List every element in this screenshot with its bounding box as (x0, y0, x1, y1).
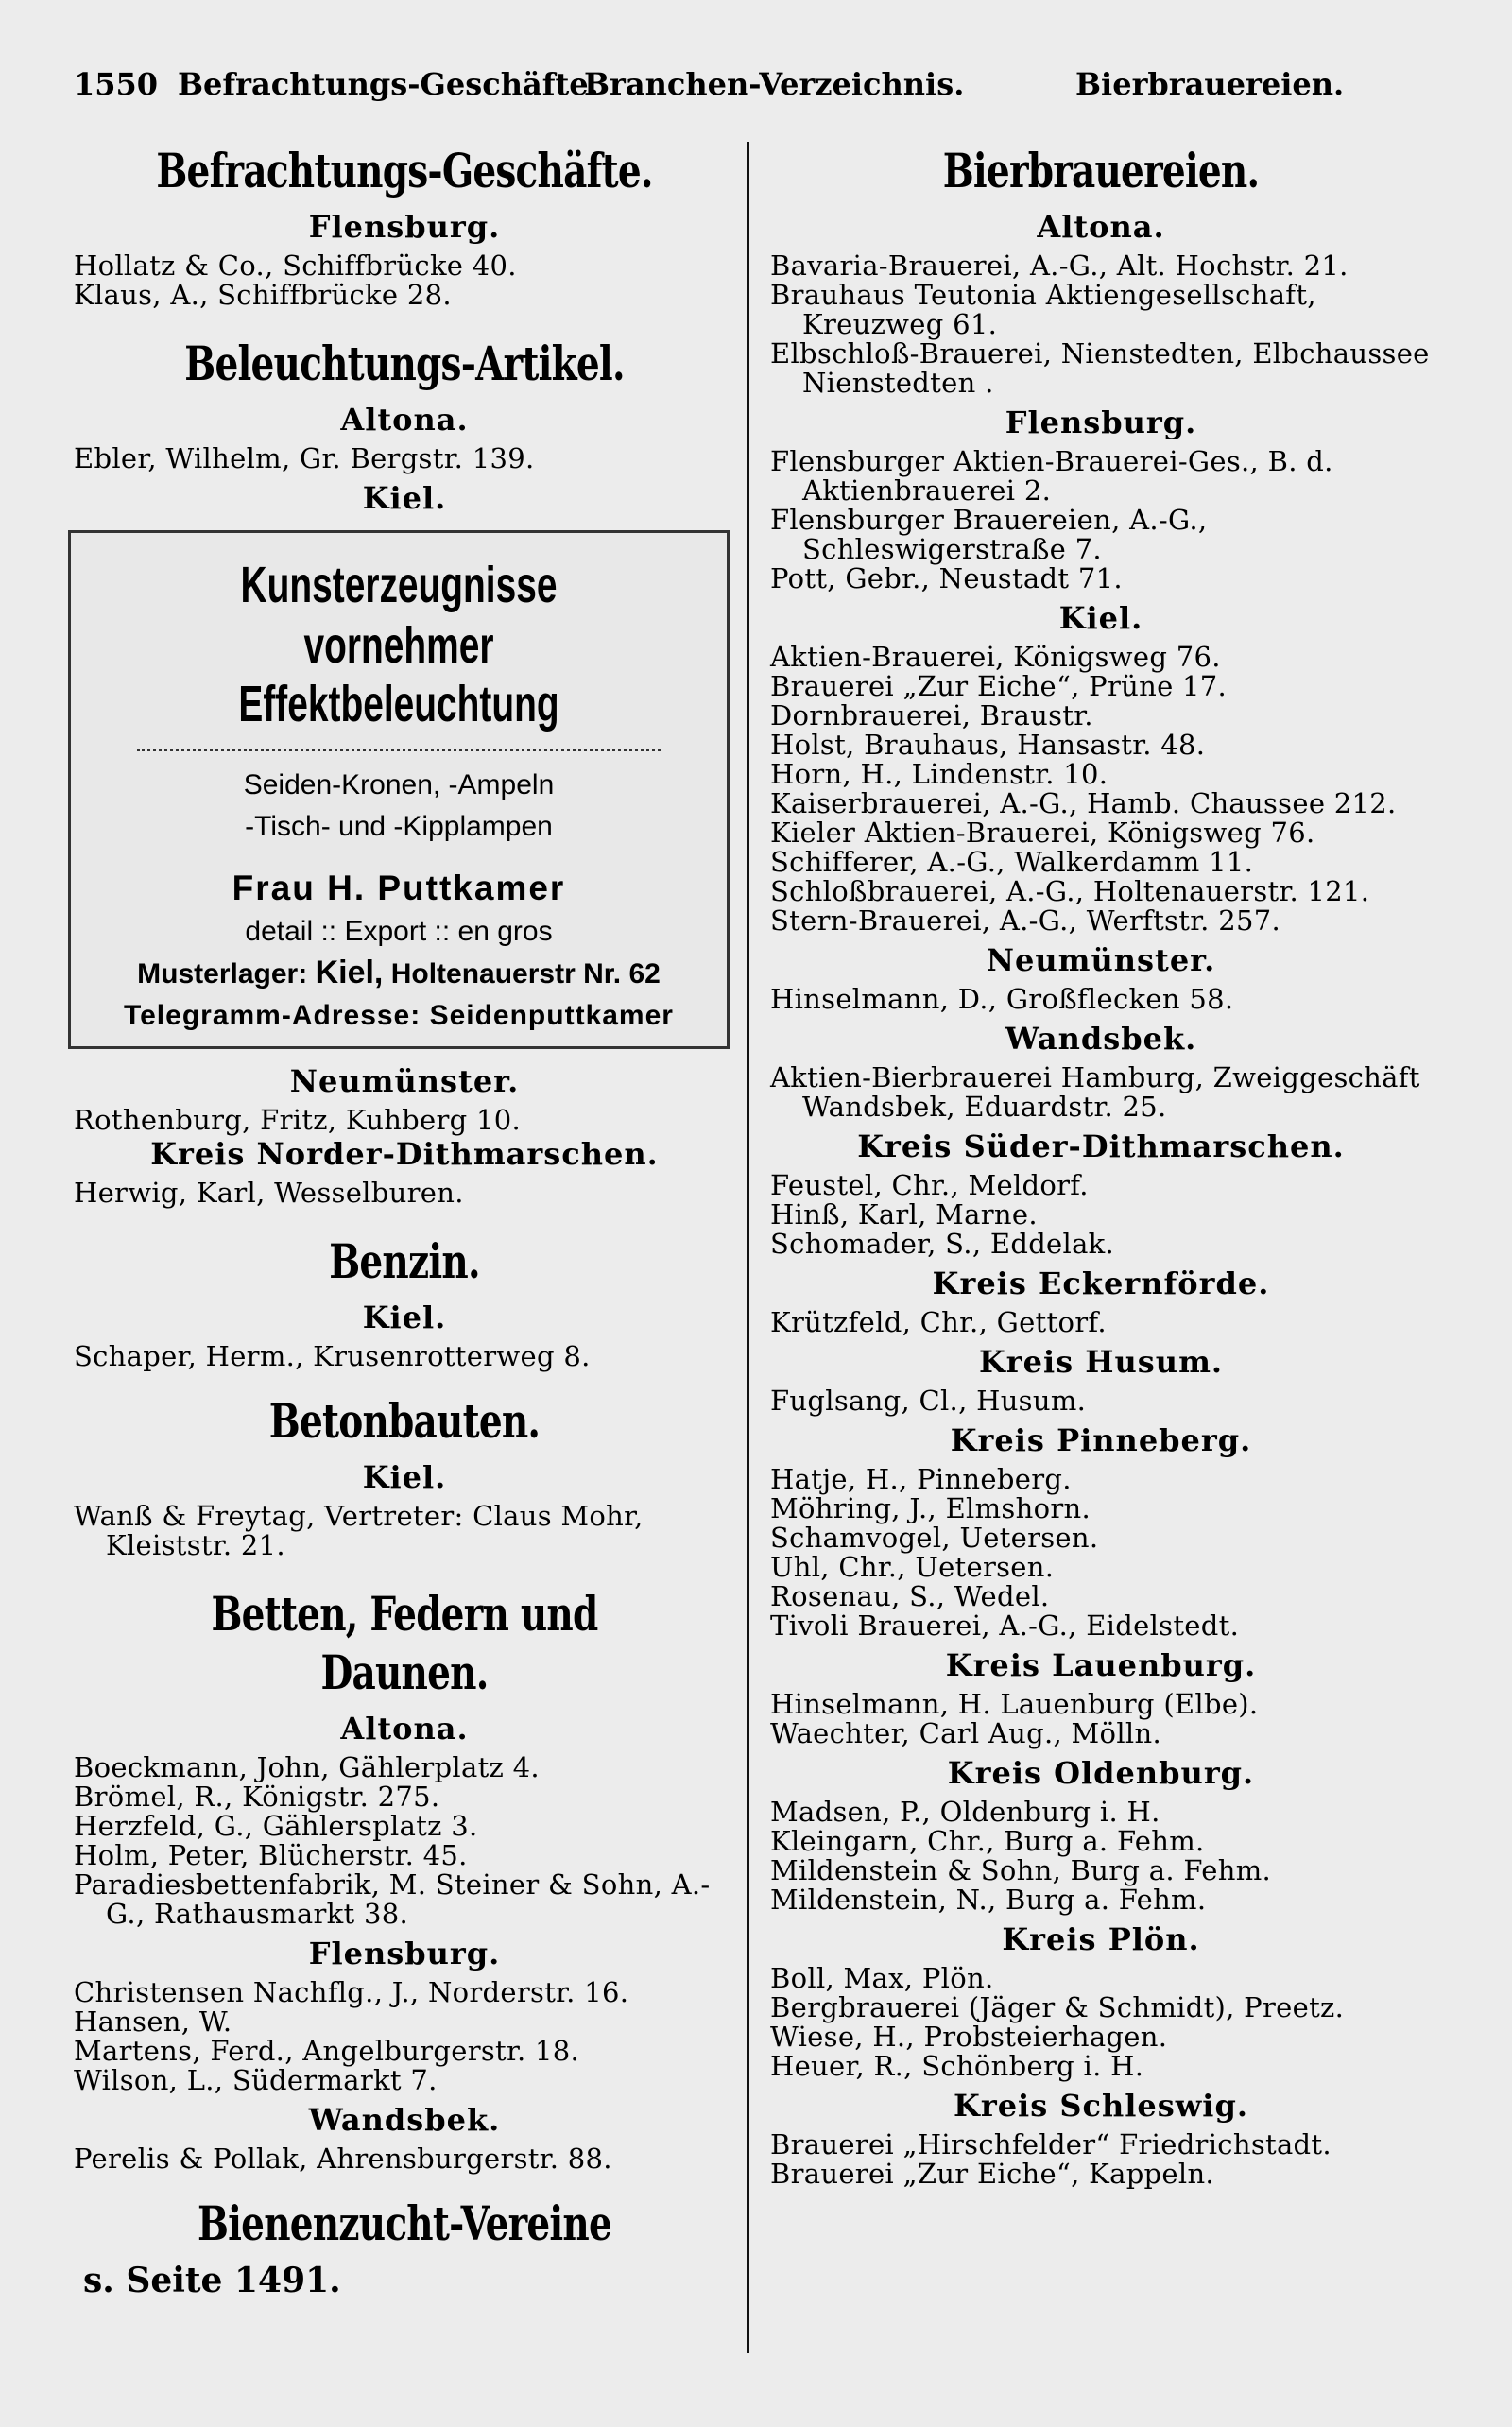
list-entry: Holst, Brauhaus, Hansastr. 48. (770, 729, 1206, 761)
right-column (770, 132, 1432, 2189)
list-entry: Boll, Max, Plön. (770, 1962, 994, 1994)
place-heading: Flensburg. (308, 209, 501, 245)
list-entry: Waechter, Carl Aug., Mölln. (770, 1717, 1161, 1749)
list-entry: Möhring, J., Elmshorn. (770, 1492, 1091, 1524)
ad-address-street: Holtenauerstr Nr. 62 (390, 958, 661, 990)
place-heading: Altona. (340, 1711, 469, 1747)
ad-product-line: -Tisch- und -Kipplampen (245, 811, 553, 842)
section-title: Benzin. (329, 1233, 480, 1289)
place-heading: Kiel. (362, 480, 447, 516)
list-entry: Hatje, H., Pinneberg. (770, 1463, 1072, 1495)
advertisement-box (68, 530, 730, 1049)
section-title: Bienenzucht-Vereine (197, 2195, 612, 2251)
ad-sales-line: detail :: Export :: en gros (245, 916, 553, 947)
list-entry: Perelis & Pollak, Ahrensburgerstr. 88. (74, 2143, 612, 2175)
list-entry: Rothenburg, Fritz, Kuhberg 10. (74, 1104, 522, 1136)
place-heading: Neumünster. (986, 942, 1216, 978)
ad-headline: vornehmer Effektbeleuchtung (238, 617, 559, 732)
list-entry: Boeckmann, John, Gählerplatz 4. (74, 1751, 540, 1783)
list-entry: Holm, Peter, Blücherstr. 45. (74, 1839, 468, 1871)
list-entry: Martens, Ferd., Angelburgerstr. 18. (74, 2035, 580, 2067)
place-heading: Altona. (340, 402, 469, 438)
place-heading: Wandsbek. (308, 2102, 501, 2138)
list-entry: Aktien-Brauerei, Königsweg 76. (770, 641, 1221, 673)
section-title: Befrachtungs-Geschäfte. (156, 143, 653, 198)
cross-reference: s. Seite 1491. (83, 2261, 341, 2300)
list-entry: Hollatz & Co., Schiffbrücke 40. (74, 250, 517, 282)
list-entry: Madsen, P., Oldenburg i. H. (770, 1796, 1160, 1828)
ad-product-line: Seiden-Kronen, -Ampeln (243, 769, 555, 800)
list-entry: Krützfeld, Chr., Gettorf. (770, 1306, 1107, 1338)
place-heading: Kreis Lauenburg. (945, 1647, 1257, 1683)
list-entry: Hinß, Karl, Marne. (770, 1198, 1038, 1231)
list-entry: Mildenstein & Sohn, Burg a. Fehm. (770, 1854, 1272, 1886)
section-title: Beleuchtungs-Artikel. (184, 336, 625, 391)
list-entry: Elbschloß-Brauerei, Nienstedten, Elbchaussee Nienstedten . (770, 337, 1430, 399)
list-entry: Kleingarn, Chr., Burg a. Fehm. (770, 1825, 1205, 1857)
page-number: 1550 (74, 66, 159, 102)
list-entry: Brauerei „Zur Eiche“, Prüne 17. (770, 670, 1228, 702)
list-entry: Schifferer, A.-G., Walkerdamm 11. (770, 846, 1254, 878)
place-heading: Kreis Oldenburg. (947, 1755, 1255, 1791)
place-heading: Kiel. (1058, 600, 1143, 636)
list-entry: Flensburger Brauereien, A.-G., Schleswigerstraße 7. (770, 504, 1208, 565)
list-entry: Kieler Aktien-Brauerei, Königsweg 76. (770, 817, 1315, 849)
place-heading: Kreis Husum. (978, 1344, 1224, 1380)
list-entry: Hinselmann, H. Lauenburg (Elbe). (770, 1688, 1259, 1720)
header-center-title: Branchen-Verzeichnis. (584, 66, 965, 102)
ad-company-name: Frau H. Puttkamer (232, 869, 566, 907)
place-heading: Kreis Norder-Dithmarschen. (150, 1136, 659, 1172)
list-entry: Schaper, Herm., Krusenrotterweg 8. (74, 1340, 591, 1372)
list-entry: Schamvogel, Uetersen. (770, 1522, 1099, 1554)
list-entry: Mildenstein, N., Burg a. Fehm. (770, 1884, 1207, 1916)
list-entry: Brauhaus Teutonia Aktiengesellschaft, Kreuzweg 61. (770, 279, 1316, 340)
list-entry: Kaiserbrauerei, A.-G., Hamb. Chaussee 212. (770, 787, 1397, 819)
ad-address-city: Kiel, (315, 955, 384, 990)
place-heading: Altona. (1037, 209, 1165, 245)
running-header (74, 66, 1345, 123)
left-column (74, 132, 735, 2300)
list-entry: Wilson, L., Südermarkt 7. (74, 2064, 438, 2096)
list-entry: Dornbrauerei, Braustr. (770, 699, 1093, 732)
place-heading: Kreis Süder-Dithmarschen. (857, 1128, 1345, 1164)
list-entry: Schomader, S., Eddelak. (770, 1228, 1115, 1260)
list-entry: Feustel, Chr., Meldorf. (770, 1169, 1089, 1201)
list-entry: Fuglsang, Cl., Husum. (770, 1385, 1087, 1417)
list-entry: Rosenau, S., Wedel. (770, 1580, 1050, 1612)
section-title: Betonbauten. (268, 1393, 541, 1449)
section-title: Bierbrauereien. (942, 143, 1260, 198)
header-left-title: Befrachtungs-Geschäfte. (178, 66, 599, 102)
list-entry: Bergbrauerei (Jäger & Schmidt), Preetz. (770, 1991, 1345, 2023)
list-entry: Paradiesbettenfabrik, M. Steiner & Sohn, A.-G., Rathausmarkt 38. (74, 1868, 711, 1930)
list-entry: Hinselmann, D., Großflecken 58. (770, 983, 1234, 1015)
list-entry: Brömel, R., Königstr. 275. (74, 1781, 440, 1813)
column-divider (747, 142, 749, 2353)
list-entry: Wiese, H., Probsteierhagen. (770, 2021, 1168, 2053)
ad-address-label: Musterlager: (137, 958, 308, 990)
place-heading: Kiel. (362, 1459, 447, 1495)
list-entry: Klaus, A., Schiffbrücke 28. (74, 279, 452, 311)
list-entry: Pott, Gebr., Neustadt 71. (770, 562, 1123, 594)
ad-telegram-line: Telegramm-Adresse: Seidenputtkamer (124, 1000, 674, 1031)
list-entry: Schloßbrauerei, A.-G., Holtenauerstr. 121. (770, 875, 1370, 907)
list-entry: Herzfeld, G., Gählersplatz 3. (74, 1810, 478, 1842)
list-entry: Heuer, R., Schönberg i. H. (770, 2050, 1144, 2082)
ad-address-line (80, 952, 717, 995)
list-entry: Uhl, Chr., Uetersen. (770, 1551, 1055, 1583)
list-entry: Stern-Brauerei, A.-G., Werftstr. 257. (770, 904, 1280, 937)
list-entry: Hansen, W. (74, 2005, 232, 2038)
place-heading: Flensburg. (308, 1936, 501, 1971)
list-entry: Bavaria-Brauerei, A.-G., Alt. Hochstr. 21. (770, 250, 1349, 282)
section-title: Betten, Federn und Daunen. (211, 1586, 598, 1700)
place-heading: Kreis Pinneberg. (950, 1422, 1252, 1458)
place-heading: Kiel. (362, 1300, 447, 1335)
list-entry: Flensburger Aktien-Brauerei-Ges., B. d. Aktienbrauerei 2. (770, 445, 1333, 507)
list-entry: Horn, H., Lindenstr. 10. (770, 758, 1108, 790)
place-heading: Wandsbek. (1005, 1021, 1197, 1057)
ad-divider (137, 749, 661, 755)
place-heading: Kreis Plön. (1002, 1921, 1200, 1957)
place-heading: Kreis Eckernförde. (932, 1265, 1270, 1301)
ad-headline: Kunsterzeugnisse (240, 557, 558, 613)
list-entry: Brauerei „Zur Eiche“, Kappeln. (770, 2158, 1214, 2190)
place-heading: Flensburg. (1005, 404, 1197, 440)
list-entry: Ebler, Wilhelm, Gr. Bergstr. 139. (74, 442, 535, 474)
list-entry: Christensen Nachflg., J., Norderstr. 16. (74, 1976, 629, 2008)
header-right-title: Bierbrauereien. (1075, 66, 1345, 102)
list-entry: Tivoli Brauerei, A.-G., Eidelstedt. (770, 1609, 1240, 1642)
place-heading: Neumünster. (289, 1063, 520, 1099)
list-entry: Aktien-Bierbrauerei Hamburg, Zweiggeschäft Wandsbek, Eduardstr. 25. (770, 1061, 1420, 1123)
list-entry: Wanß & Freytag, Vertreter: Claus Mohr, Kleiststr. 21. (74, 1500, 644, 1561)
list-entry: Herwig, Karl, Wesselburen. (74, 1177, 464, 1209)
place-heading: Kreis Schleswig. (954, 2088, 1248, 2124)
list-entry: Brauerei „Hirschfelder“ Friedrichstadt. (770, 2128, 1332, 2160)
